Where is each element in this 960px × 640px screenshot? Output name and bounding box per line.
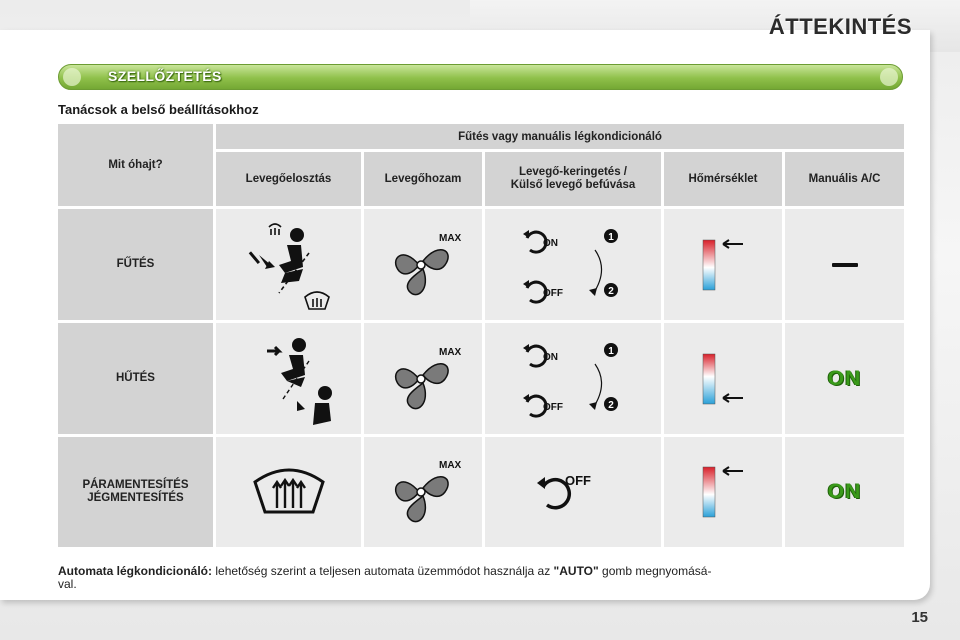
ac-dash [832, 263, 858, 267]
windscreen-defrost-icon [249, 462, 329, 522]
column-header-distribution: Levegőelosztás [216, 152, 361, 206]
section-title: SZELLŐZTETÉS [108, 68, 222, 84]
recirc-off-label: OFF [543, 401, 563, 413]
flow-max-label: MAX [439, 232, 462, 244]
manual-ac-cell [785, 323, 904, 434]
temperature-cell [664, 437, 782, 547]
section-bar-left-cap [63, 68, 81, 86]
ac-on-badge: ON [827, 480, 862, 503]
recirculation-cell [485, 209, 661, 320]
footer-text-before: lehetőség szerint a teljesen automata üzemmódot használja az [212, 564, 554, 578]
column-header-flow: Levegőhozam [364, 152, 482, 206]
step-two-label: 2 [608, 399, 614, 411]
section-bar-right-cap [880, 68, 898, 86]
fan-max-icon [383, 452, 463, 532]
question-header: Mit óhajt? [58, 124, 213, 206]
recirc-off-label: OFF [565, 473, 591, 488]
recirc-on-label: ON [543, 237, 558, 249]
step-one-label: 1 [608, 231, 614, 243]
manual-ac-cell [785, 437, 904, 547]
footer-lead: Automata légkondicionáló: [58, 564, 213, 578]
row-label-cooling: HŰTÉS [58, 323, 213, 434]
manual-ac-cell [785, 209, 904, 320]
settings-table [58, 124, 904, 547]
page-number: 15 [911, 609, 928, 626]
flow-max-label: MAX [439, 460, 462, 471]
step-one-label: 1 [608, 345, 614, 357]
temperature-low-icon [693, 344, 753, 414]
recirculation-cell [485, 437, 661, 547]
distribution-cell [216, 437, 361, 547]
page-title: ÁTTEKINTÉS [768, 14, 912, 39]
temperature-high-icon [693, 230, 753, 300]
step-two-label: 2 [608, 285, 614, 297]
ac-on-badge: ON [827, 366, 862, 390]
recirc-off-label: OFF [543, 287, 563, 299]
table-subtitle: Tanácsok a belső beállításokhoz [58, 102, 259, 117]
flow-cell [364, 437, 482, 547]
distribution-cell [216, 323, 361, 434]
face-feet-airflow-icon [229, 329, 349, 429]
footer-text-after: gomb megnyomásá- val. [58, 564, 712, 591]
recirculation-cell [485, 323, 661, 434]
flow-cell [364, 209, 482, 320]
recirculation-on-off-icon [513, 220, 633, 310]
temperature-cell [664, 323, 782, 434]
column-header-recirculation: Levegő-keringetés / Külső levegő befúvása [485, 152, 661, 206]
temperature-high-icon [693, 457, 753, 527]
temperature-cell [664, 209, 782, 320]
footer-keyword: "AUTO" [553, 564, 599, 578]
flow-max-label: MAX [439, 346, 462, 358]
footer-note [58, 565, 904, 591]
recirculation-off-icon [523, 457, 623, 527]
flow-cell [364, 323, 482, 434]
group-header: Fűtés vagy manuális légkondicionáló [216, 124, 904, 149]
recirc-on-label: ON [543, 351, 558, 363]
fan-max-icon [383, 339, 463, 419]
column-header-temperature: Hőmérséklet [664, 152, 782, 206]
fan-max-icon [383, 225, 463, 305]
recirculation-on-off-icon [513, 334, 633, 424]
row-label-heating: FŰTÉS [58, 209, 213, 320]
row-label-demisting: PÁRAMENTESÍTÉS JÉGMENTESÍTÉS [58, 437, 213, 547]
feet-windscreen-airflow-icon [229, 215, 349, 315]
distribution-cell [216, 209, 361, 320]
column-header-manual-ac: Manuális A/C [785, 152, 904, 206]
